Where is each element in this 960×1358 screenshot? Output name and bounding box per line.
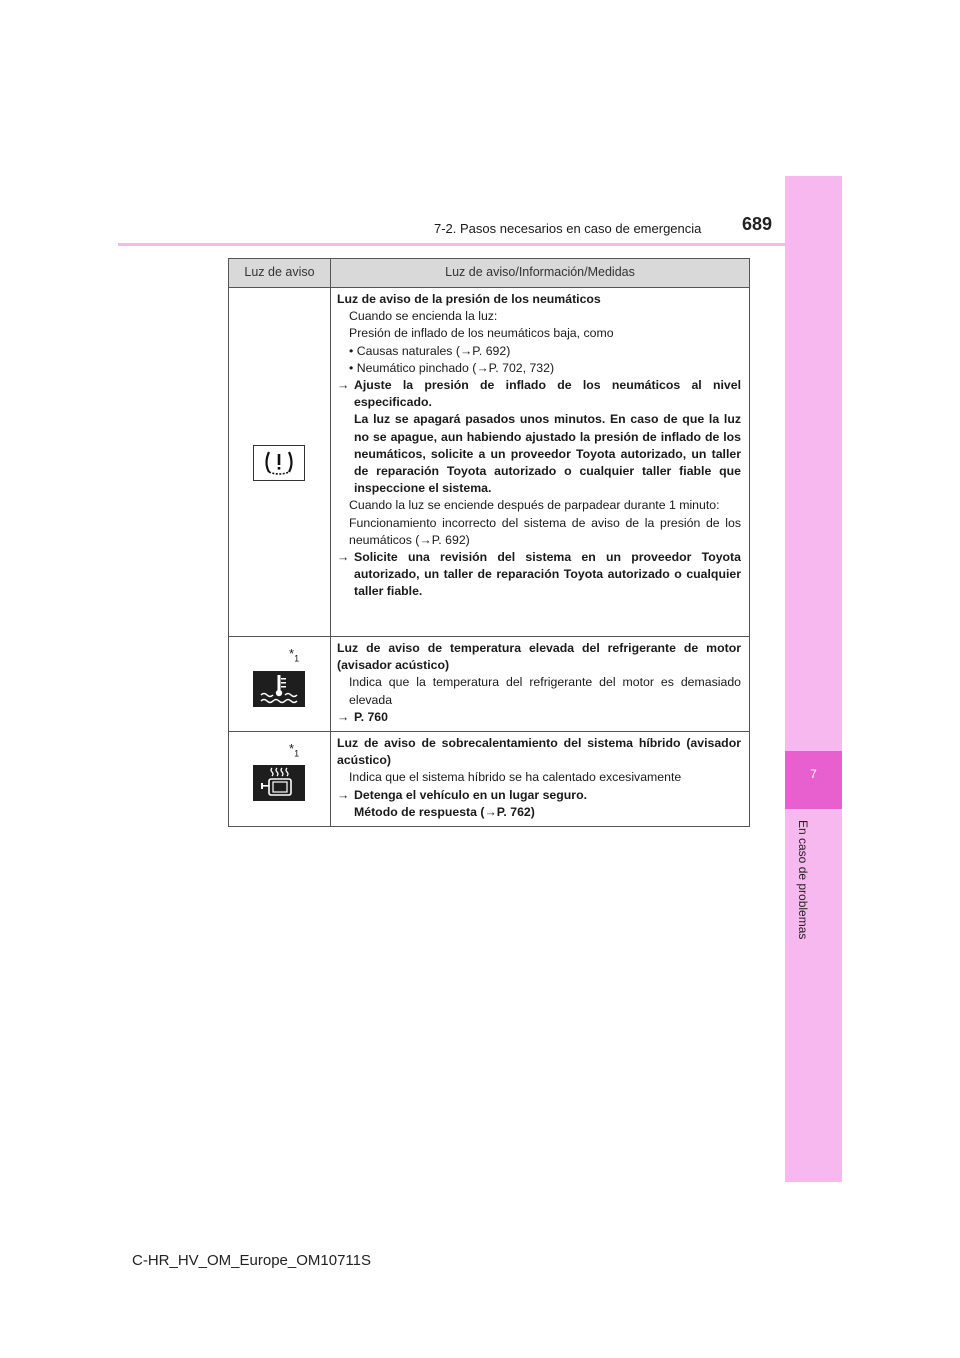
document-code: C-HR_HV_OM_Europe_OM10711S <box>132 1252 371 1269</box>
list-item: • Causas naturales (→P. 692) <box>349 343 511 358</box>
warning-title: Luz de aviso de la presión de los neumáticos <box>337 292 601 306</box>
table-row <box>229 637 750 732</box>
info-cell <box>331 288 750 637</box>
table-row <box>229 288 750 637</box>
chapter-label: En caso de problemas <box>796 820 810 940</box>
description-text: Indica que el sistema híbrido se ha calentado excesivamente <box>349 770 682 785</box>
action-step: → Ajuste la presión de inflado de los neumáticos al nivel especificado. <box>337 378 741 410</box>
tire-pressure-warning-icon <box>253 445 305 481</box>
icon-cell <box>229 637 331 732</box>
chapter-number-tab <box>785 751 842 809</box>
blink-condition-text: Cuando la luz se enciende después de parpadear durante 1 minuto: <box>349 498 720 513</box>
column-header-light: Luz de aviso <box>229 259 331 288</box>
chapter-number: 7 <box>810 767 817 781</box>
action-step: → Solicite una revisión del sistema en un proveedor Toyota autorizado, un taller de reparación Toyota autorizado o cualquier taller fiable. <box>337 550 741 599</box>
action-step: → Detenga el vehículo en un lugar seguro. <box>337 787 588 802</box>
malfunction-text: Funcionamiento incorrecto del sistema de aviso de la presión de los neumáticos (→P. 692) <box>349 515 741 547</box>
warning-lights-table <box>228 258 750 827</box>
condition-text: Cuando se encienda la luz: <box>349 309 498 324</box>
icon-cell <box>229 288 331 637</box>
icon-cell <box>229 732 331 827</box>
cause-text: Presión de inflado de los neumáticos baja, como <box>349 326 614 341</box>
table-row <box>229 732 750 827</box>
table-header-row <box>229 259 750 288</box>
info-cell <box>331 637 750 732</box>
header-rule <box>118 243 842 246</box>
info-cell <box>331 732 750 827</box>
page-reference: → P. 760 <box>337 709 388 724</box>
warning-title: Luz de aviso de temperatura elevada del refrigerante de motor (avisador acústico) <box>337 641 741 673</box>
description-text: Indica que la temperatura del refrigerante del motor es demasiado elevada <box>349 675 741 707</box>
chapter-side-tab <box>785 176 842 1182</box>
action-note: Método de respuesta (→P. 762) <box>354 804 535 819</box>
footnote-mark: $*_1$ <box>289 646 300 664</box>
footnote-mark: $*_1$ <box>289 741 300 759</box>
action-note: La luz se apagará pasados unos minutos. En caso de que la luz no se apague, aun habiendo ajustado la presión de inflado de los neumáticos, solicite a un proveedor Toyota autorizado, un taller de reparación Toyota autorizado o cualquier taller fiable que inspeccione el sistema. <box>354 412 741 496</box>
warning-title: Luz de aviso de sobrecalentamiento del sistema híbrido (avisador acústico) <box>337 736 741 768</box>
section-title: 7-2. Pasos necesarios en caso de emergencia <box>434 221 702 236</box>
page-number: 689 <box>742 214 773 234</box>
coolant-temperature-icon <box>253 671 305 707</box>
column-header-info: Luz de aviso/Información/Medidas <box>331 259 750 288</box>
list-item: • Neumático pinchado (→P. 702, 732) <box>349 360 555 375</box>
hybrid-system-overheat-icon <box>253 765 305 801</box>
